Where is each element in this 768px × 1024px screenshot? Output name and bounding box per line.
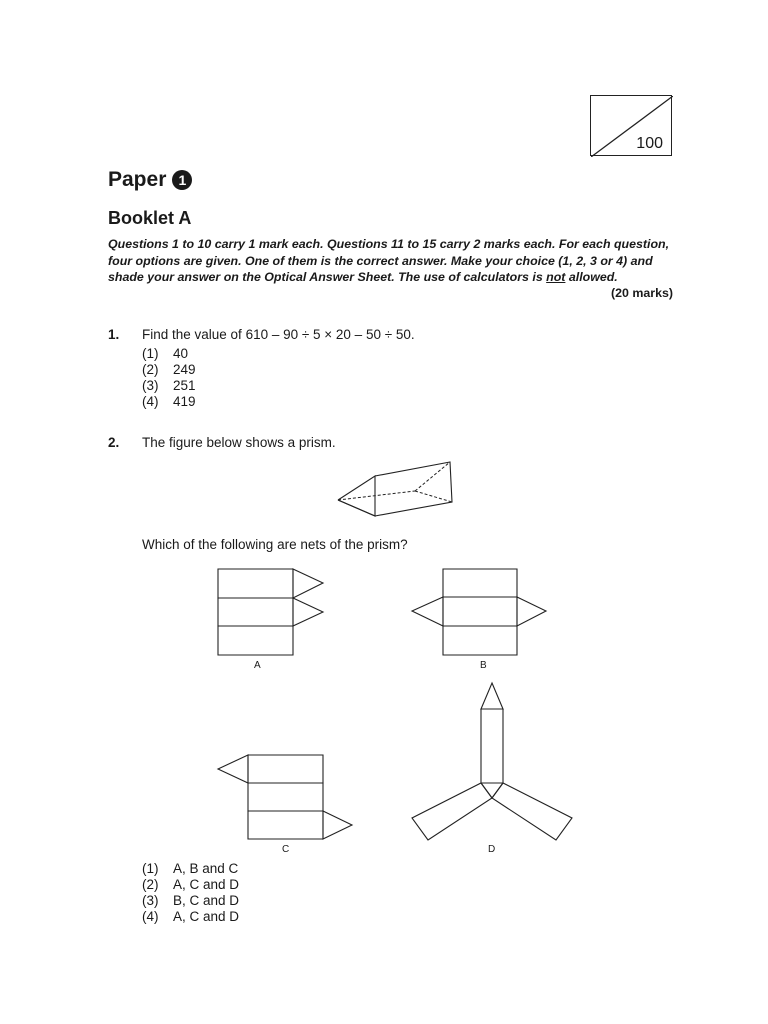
net-d-label: D — [488, 844, 496, 855]
paper-label: Paper — [108, 168, 167, 191]
net-b-label: B — [480, 660, 487, 671]
booklet-title: Booklet A — [108, 208, 192, 228]
question-2-option[interactable] — [142, 861, 239, 877]
paper-number-badge: 1 — [172, 170, 192, 190]
question-1-option[interactable] — [142, 362, 196, 378]
question-2-option[interactable] — [142, 877, 239, 893]
question-1-option[interactable] — [142, 378, 196, 394]
total-marks: (20 marks) — [611, 286, 673, 300]
option-number: (2) — [142, 362, 159, 377]
option-number: (1) — [142, 861, 159, 876]
option-number: (3) — [142, 893, 159, 908]
option-number: (4) — [142, 909, 159, 924]
question-1-options — [142, 346, 196, 410]
instructions — [108, 236, 673, 286]
question-2-options — [142, 861, 239, 925]
instructions-underlined: not — [546, 270, 566, 284]
net-a-label: A — [254, 660, 261, 671]
option-number: (4) — [142, 394, 159, 409]
option-text: 419 — [173, 394, 196, 409]
option-text: A, B and C — [173, 861, 239, 876]
score-box — [590, 95, 672, 156]
net-d[interactable] — [408, 680, 576, 842]
instructions-text-1: Questions 1 to 10 carry 1 mark each. Questions 11 to 15 carry 2 marks each. For each question, four options are given. One of them is the correct answer. Make your choice (1, 2, 3 or 4) and shade your answer on the Optical Answer Sheet. The use of calculators is — [108, 237, 670, 284]
net-b[interactable] — [408, 566, 550, 658]
question-2-subtext: Which of the following are nets of the prism? — [142, 537, 408, 552]
question-2-number: 2. — [108, 435, 120, 450]
question-2-option[interactable] — [142, 909, 239, 925]
option-text: A, C and D — [173, 909, 240, 924]
question-2-option[interactable] — [142, 893, 239, 909]
question-2-text: The figure below shows a prism. — [142, 435, 336, 450]
question-1-option[interactable] — [142, 346, 196, 362]
question-1-number: 1. — [108, 327, 120, 342]
score-total: 100 — [636, 135, 663, 152]
option-number: (1) — [142, 346, 159, 361]
instructions-text-2: allowed. — [565, 270, 618, 284]
question-1-text: Find the value of 610 – 90 ÷ 5 × 20 – 50 ÷ 50. — [142, 327, 415, 342]
option-text: A, C and D — [173, 877, 240, 892]
net-a[interactable] — [215, 566, 330, 658]
prism-figure — [335, 458, 465, 520]
paper-title — [108, 168, 192, 192]
question-1-option[interactable] — [142, 394, 196, 410]
option-number: (2) — [142, 877, 159, 892]
net-c[interactable] — [215, 752, 357, 842]
option-text: 251 — [173, 378, 196, 393]
option-text: 40 — [173, 346, 189, 361]
option-text: B, C and D — [173, 893, 240, 908]
option-number: (3) — [142, 378, 159, 393]
net-c-label: C — [282, 844, 290, 855]
option-text: 249 — [173, 362, 196, 377]
